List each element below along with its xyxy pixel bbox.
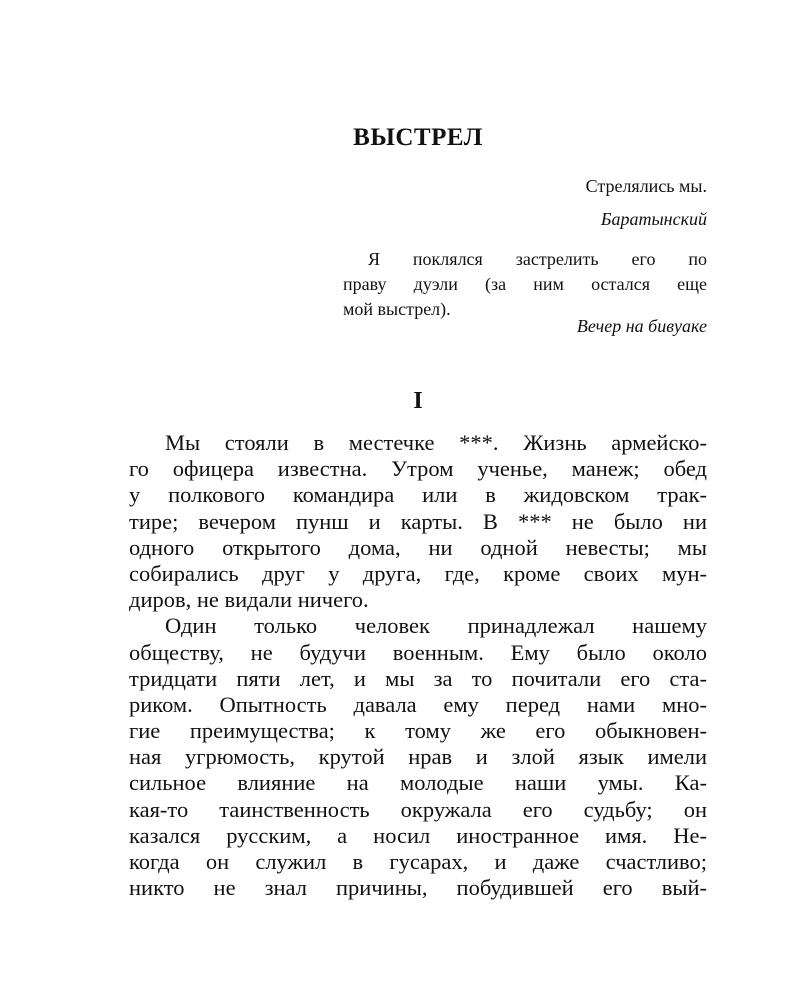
epigraph-2-line: праву дуэли (за ним остался еще (343, 274, 707, 294)
text-line: кая-то таинственность окружала его судьбу; он (129, 796, 707, 822)
epigraph-2-line: Я поклялся застрелить его по (368, 249, 707, 269)
text-line: никто не знал причины, побудившей его вый- (129, 875, 707, 901)
body-text (129, 430, 707, 901)
text-line: казался русским, а носил иностранное имя. Не- (129, 822, 707, 848)
text-line: сильное влияние на молодые наши умы. Ка- (129, 770, 707, 796)
text-line: тире; вечером пунш и карты. В *** не было ни (129, 508, 707, 534)
text-line: риком. Опытность давала ему перед нами мно- (129, 691, 707, 717)
story-title: ВЫСТРЕЛ (353, 124, 483, 151)
text-line: тридцати пяти лет, и мы за то почитали его ста- (129, 665, 707, 691)
epigraph-2-author: Вечер на бивуаке (576, 316, 707, 336)
text-line: когда он служил в гусарах, и даже счастливо; (129, 849, 707, 874)
text-line: го офицера известна. Утром ученье, манеж; обед (129, 456, 707, 482)
text-line: диров, не видали ничего. (129, 587, 369, 613)
text-line: обществу, не будучи военным. Ему было около (129, 639, 707, 665)
epigraph-1-text: Стрелялись мы. (585, 176, 707, 196)
epigraph-2-text (343, 247, 707, 322)
chapter-number: I (413, 388, 423, 414)
epigraph-2-line: мой выстрел). (343, 299, 451, 319)
text-line: гие преимущества; к тому же его обыкновен- (129, 718, 707, 744)
text-line: одного открытого дома, ни одной невесты; мы (129, 534, 707, 560)
text-line: собирались друг у друга, где, кроме своих мун- (129, 560, 707, 586)
text-line: Мы стояли в местечке ***. Жизнь армейско- (165, 430, 707, 455)
epigraph-1-author: Баратынский (600, 209, 707, 229)
text-line: ная угрюмость, крутой нрав и злой язык имели (129, 744, 707, 770)
text-line: Один только человек принадлежал нашему (165, 613, 707, 639)
text-line: у полкового командира или в жидовском трак- (129, 482, 707, 508)
